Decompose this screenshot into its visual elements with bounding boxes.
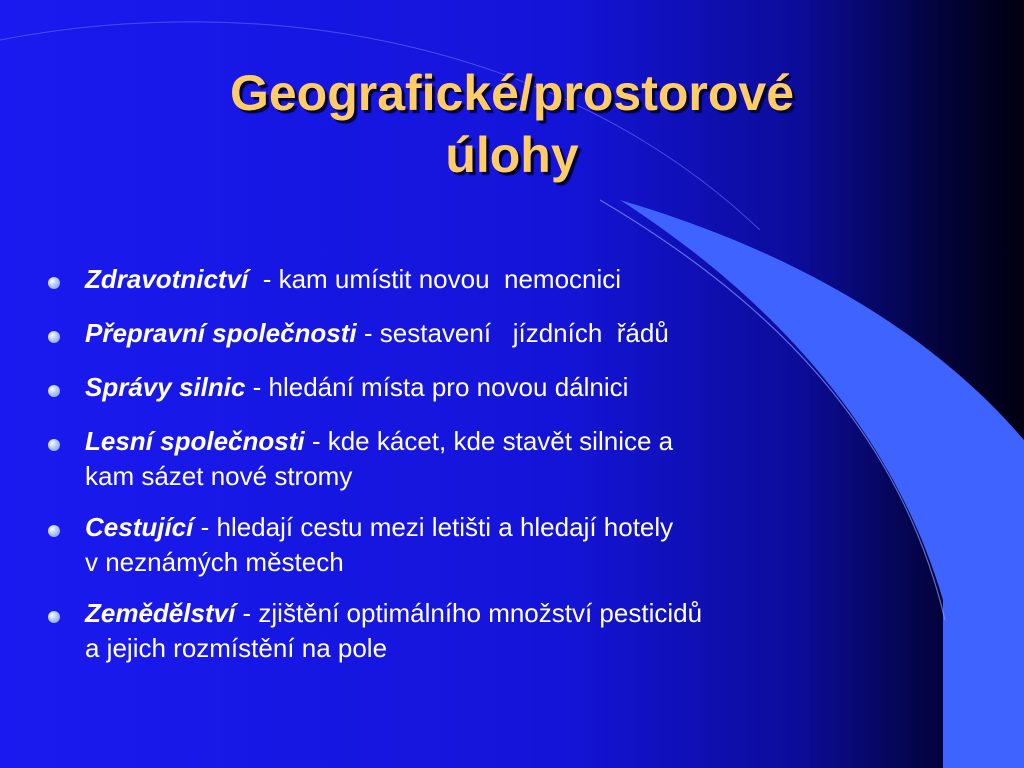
bullet-item	[42, 424, 922, 494]
bullet-item	[42, 510, 922, 580]
bullet-term: Zemědělství	[85, 598, 236, 628]
bullet-description: - kde kácet, kde stavět silnice a	[304, 426, 674, 456]
bullet-term: Přepravní společnosti	[85, 318, 357, 348]
bullet-item	[42, 596, 922, 666]
bullet-dot-icon	[48, 331, 60, 343]
bullet-list	[42, 262, 922, 682]
bullet-description: - kam umístit novou nemocnici	[248, 264, 622, 294]
bullet-item	[42, 316, 922, 351]
bullet-description-continued: v neznámých městech	[85, 547, 344, 577]
bullet-term: Správy silnic	[85, 372, 246, 402]
slide-title	[0, 62, 1024, 186]
title-line-2: úlohy	[445, 127, 579, 183]
bullet-term: Lesní společnosti	[85, 426, 305, 456]
bullet-description-continued: a jejich rozmístění na pole	[85, 633, 388, 663]
bullet-item	[42, 370, 922, 405]
bullet-description: - hledání místa pro novou dálnici	[245, 372, 629, 402]
bullet-term: Zdravotnictví	[85, 264, 249, 294]
title-line-1: Geografické/prostorové	[229, 65, 795, 121]
bullet-description: - zjištění optimálního množství pesticidů	[235, 598, 703, 628]
bullet-dot-icon	[48, 385, 60, 397]
bullet-description-continued: kam sázet nové stromy	[85, 461, 353, 491]
bullet-item	[42, 262, 922, 297]
bullet-dot-icon	[48, 611, 60, 623]
bullet-dot-icon	[48, 525, 60, 537]
bullet-term: Cestující	[85, 512, 194, 542]
bullet-dot-icon	[48, 439, 60, 451]
bullet-dot-icon	[48, 277, 60, 289]
bullet-description: - hledají cestu mezi letišti a hledají hotely	[193, 512, 674, 542]
bullet-description: - sestavení jízdních řádů	[356, 318, 669, 348]
